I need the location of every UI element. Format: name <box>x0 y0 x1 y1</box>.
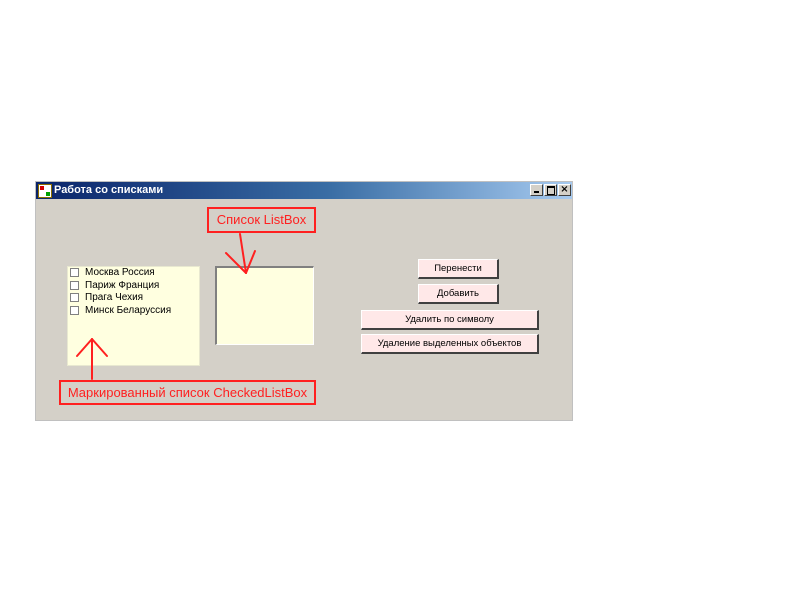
listbox-annotation: Список ListBox <box>207 207 316 233</box>
item-label: Прага Чехия <box>85 292 144 303</box>
close-icon: × <box>560 184 569 195</box>
delete-by-char-button[interactable]: Удалить по символу <box>361 310 539 330</box>
transfer-button[interactable]: Перенести <box>418 259 499 279</box>
checked-arrow-head-right <box>92 339 107 356</box>
checked-listbox-annotation: Маркированный список CheckedListBox <box>59 380 316 405</box>
add-button[interactable]: Добавить <box>418 284 499 304</box>
checked-arrow-head-left <box>77 339 92 356</box>
item-label: Париж Франция <box>85 279 160 291</box>
item-label: Минск Беларуссия <box>85 304 172 316</box>
delete-selected-button[interactable]: Удаление выделенных объектов <box>361 334 539 354</box>
listbox-arrow-head-right <box>246 251 255 273</box>
item-label: Москва Россия <box>85 267 155 278</box>
window-title: Работа со списками <box>54 184 164 196</box>
